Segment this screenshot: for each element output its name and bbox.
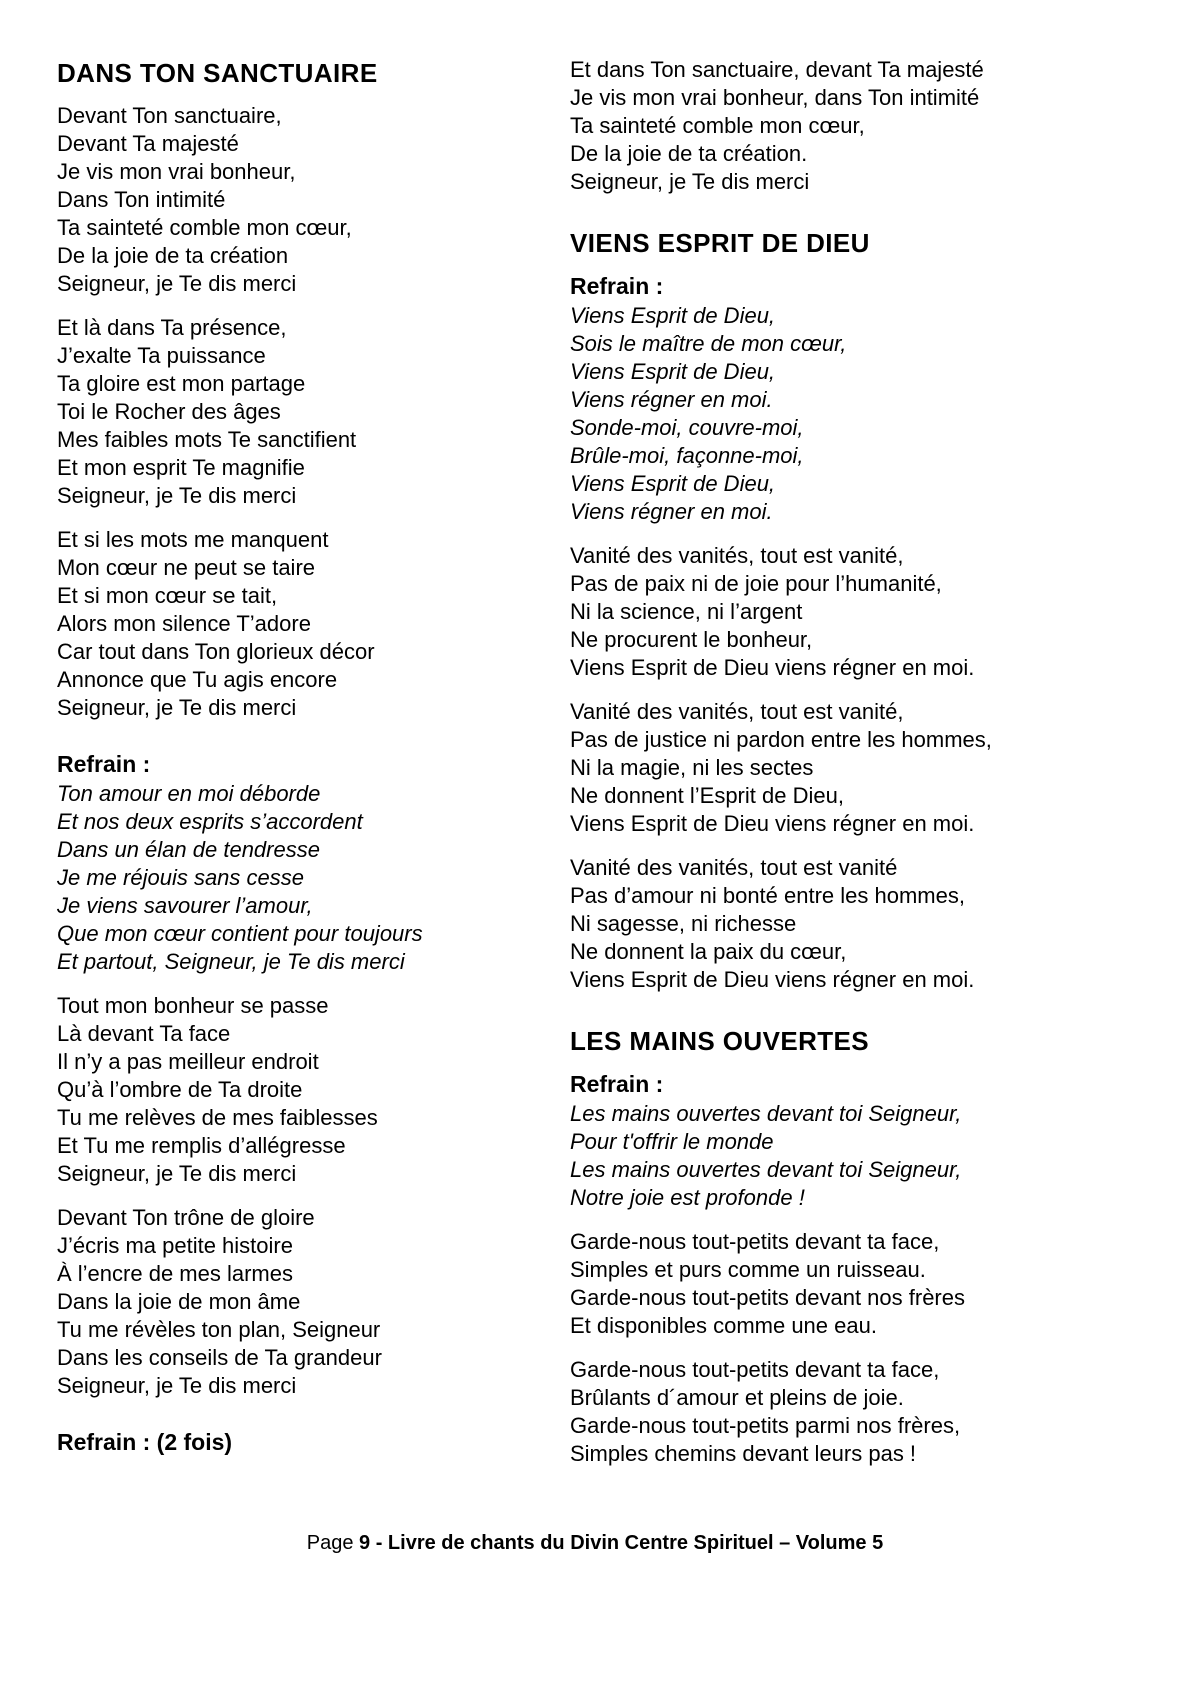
stanza: Vanité des vanités, tout est vanité Pas d’amour ni bonté entre les hommes, Ni sagesse, ni richesse Ne donnent la paix du cœur, Viens Esprit de Dieu viens régner en moi.: [570, 855, 975, 992]
left-column: [57, 56, 522, 1458]
song-title: LES MAINS OUVERTES: [570, 1026, 870, 1056]
page-footer: [0, 1530, 1190, 1556]
right-column: [570, 56, 1133, 1484]
stanza: Vanité des vanités, tout est vanité, Pas de paix ni de joie pour l’humanité, Ni la science, ni l’argent Ne procurent le bonheur, Viens Esprit de Dieu viens régner en moi.: [570, 543, 975, 680]
refrain-label: Refrain : (2 fois): [57, 1429, 233, 1455]
refrain-stanza: Les mains ouvertes devant toi Seigneur, Pour t'offrir le monde Les mains ouvertes devant toi Seigneur, Notre joie est profonde !: [570, 1101, 962, 1210]
refrain-label: Refrain :: [570, 273, 664, 299]
refrain-stanza: Viens Esprit de Dieu, Sois le maître de mon cœur, Viens Esprit de Dieu, Viens régner en moi. Sonde-moi, couvre-moi, Brûle-moi, façonne-moi, Viens Esprit de Dieu, Viens régner en moi.: [570, 303, 847, 524]
stanza: Devant Ton trône de gloire J’écris ma petite histoire À l’encre de mes larmes Dans la joie de mon âme Tu me révèles ton plan, Seigneur Dans les conseils de Ta grandeur Seigneur, je Te dis merci: [57, 1205, 382, 1398]
lyrics-columns: [57, 56, 1133, 1484]
song-title: DANS TON SANCTUAIRE: [57, 58, 378, 88]
song-title: VIENS ESPRIT DE DIEU: [570, 228, 870, 258]
footer-book-title: 9 - Livre de chants du Divin Centre Spirituel – Volume 5: [359, 1532, 884, 1554]
stanza: Tout mon bonheur se passe Là devant Ta face Il n’y a pas meilleur endroit Qu’à l’ombre de Ta droite Tu me relèves de mes faiblesses Et Tu me remplis d’allégresse Seigneur, je Te dis merci: [57, 993, 378, 1186]
refrain-label: Refrain :: [570, 1071, 664, 1097]
stanza: Garde-nous tout-petits devant ta face, Brûlants d´amour et pleins de joie. Garde-nous tout-petits parmi nos frères, Simples chemins devant leurs pas !: [570, 1357, 961, 1466]
stanza: Et là dans Ta présence, J’exalte Ta puissance Ta gloire est mon partage Toi le Rocher des âges Mes faibles mots Te sanctifient Et mon esprit Te magnifie Seigneur, je Te dis merci: [57, 315, 357, 508]
stanza: Vanité des vanités, tout est vanité, Pas de justice ni pardon entre les hommes, Ni la magie, ni les sectes Ne donnent l’Esprit de Dieu, Viens Esprit de Dieu viens régner en moi.: [570, 699, 992, 836]
footer-page-label: Page: [306, 1532, 360, 1554]
stanza: Garde-nous tout-petits devant ta face, Simples et purs comme un ruisseau. Garde-nous tout-petits devant nos frères Et disponibles comme une eau.: [570, 1229, 965, 1338]
refrain-label: Refrain :: [57, 751, 151, 777]
stanza: Et si les mots me manquent Mon cœur ne peut se taire Et si mon cœur se tait, Alors mon silence T’adore Car tout dans Ton glorieux décor Annonce que Tu agis encore Seigneur, je Te dis merci: [57, 527, 375, 720]
stanza: Devant Ton sanctuaire, Devant Ta majesté Je vis mon vrai bonheur, Dans Ton intimité Ta sainteté comble mon cœur, De la joie de ta création Seigneur, je Te dis merci: [57, 103, 352, 296]
refrain-stanza: Ton amour en moi déborde Et nos deux esprits s’accordent Dans un élan de tendresse Je me réjouis sans cesse Je viens savourer l’amour, Que mon cœur contient pour toujours Et partout, Seigneur, je Te dis merci: [57, 781, 423, 974]
stanza: Et dans Ton sanctuaire, devant Ta majesté Je vis mon vrai bonheur, dans Ton intimité Ta sainteté comble mon cœur, De la joie de ta création. Seigneur, je Te dis merci: [570, 57, 984, 194]
